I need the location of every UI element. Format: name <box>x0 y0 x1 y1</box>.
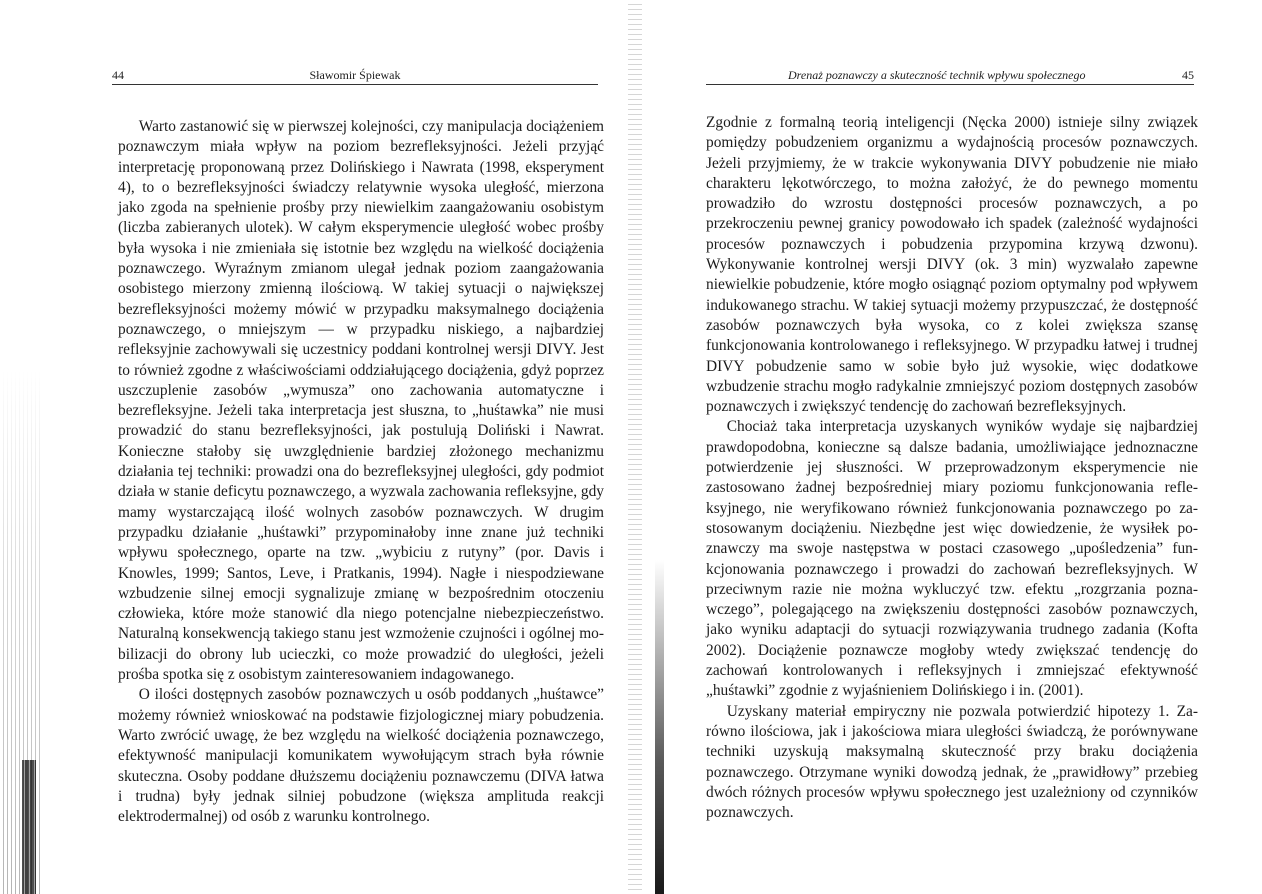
gutter-shadow <box>655 560 664 894</box>
right-paragraph-3: Uzyskany materiał empiryczny nie pozwala potwierdzić hipotezy 1. Zarówno ilościowa, jak i jakościowa miara uległości świadczą, że porównywane techniki uzyskują maksymalną skuteczność przy braku dociążenia poznawczego. Otrzymane wyniki dowodzą jednak, że „prawidłowy” przebieg dwóch różnych procesów wpływu społecznego jest uzależniony od czynników poznawczych. <box>706 702 1198 822</box>
right-paragraph-1: Zgodnie z formalną teorią inteligencji (Nęcka 2000) istnieje silny związek pomiędzy pobudzeniem organizmu a wydajnością procesów poznawczych. Jeżeli przyjmiemy, że w trakcie wykonywania DIVY pobudzenie nie miało charakteru lękotwórczego, to można założyć, że do pewnego momentu prowadziło do wzrostu dostępności procesów poznawczych, a po przekroczeniu pewnej granicy powodowało ich spadek (zależność wydajności procesów poznawczych i pobudzenia przypomina krzywą dzwonu). Wykonywanie kontrolnej wersji DIVY (ok. 3 min) wyzwalało zapewne niewielkie pobudzenie, które mogło osiągnąć poziom optymalny pod wpływem indukowanego strachu. W takiej sytuacji możemy przypuszczać, że dostępność zasobów poznawczych była wysoka, co z kolei zwiększa szansę funkcjonowania kontrolowanego i refleksyjnego. W przypadku łatwej i trudnej DIVY pobudzenie samo w sobie było już wysokie, więc dodatkowe wzbudzenie strachu mogło radykalnie zmniejszyć poziom dostępnych zasobów poznawczych i zwiększyć tendencję do zachowań bezrefleksyjnych. <box>706 114 1198 416</box>
book-gutter <box>628 0 642 894</box>
right-running-head: Drenaż poznawczy a skuteczność technik wpływu społecznego <box>788 68 1086 82</box>
left-paragraph-1: Warto zastanowić się w pierwszej kolejności, czy manipulacja dociążeniem poznawczym miała wpływ na poziom bezrefleksyjności. Jeżeli przyjąć interpretację proponowaną przez Dolińskiego i Nawrata (1998, eksperyment 4), to o bezrefleksyjności świadczy relatywnie wysoka uległość, mierzona jako zgoda na spełnienie prośby przy niewielkim zaangażowaniu osobistym (liczba zabieranych ulotek). W całym eksperymencie uległość wobec prośby była wysoka i nie zmieniała się istotnie bez względu na wielkość dociążenia poznawczego. Wyraźnym zmianom ulegał jednak poziom zaangażowania osobistego mierzony zmienną ilościową. W takiej sytuacji o największej bezrefleksyjności możemy mówić w przypadku maksymalnego dociążenia poznawczego, o mniejszym — w przypadku niskiego, a najbardziej refleksyjnie zachowywali się uczestnicy poddani kontrolnej wersji DIVY. Jest to również zgodne z właściwościami oddziałującego dociążenia, gdyż poprzez uszczuplenie zasobów „wymusza” ono zachowania automatyczne i bezrefleksyjne. Jeżeli taka interpretacja jest słuszna, to „huśtawka” nie musi prowadzić do stanu bezrefleksyjności, jak postulują Doliński i Nawrat. Konieczne stałoby się uwzględnienie bardziej złożonego mechanizmu działania tej techniki: prowadzi ona do bezrefleksyjnej uległości, gdy podmiot działa w stanie deficytu poznawczego, a wyzwala zachowania refleksyjne, gdy mamy wystarczającą ilość wolnych zasobów poznawczych. W drugim przypadku działanie „huśtawki” przypominałoby inne znane już techniki wpływu społecznego, oparte na tzw. „wybiciu z rutyny” (por. Davis i Knowles, 1999; Santos, Leve, i Pratkanis, 1994). Nagłe i niespodziewane wzbudzenie silnej emocji sygnalizuje zmianę w bezpośrednim otoczeniu człowieka, które może stanowić dla niego potencjalne niebezpieczeństwo. Naturalną konsekwencją takiego stanu jest wzmożenie czujności i ogólnej mobilizacji do obrony lub ucieczki, co może prowadzić do uległości, jeżeli prośba spotka się z osobistym zainteresowaniem indagowanego. <box>118 118 604 684</box>
left-running-head: Sławomir Śpiewak <box>309 68 401 82</box>
scan-edge-dark <box>22 760 36 894</box>
left-page-number: 44 <box>112 68 124 82</box>
right-page-number: 45 <box>1182 68 1194 82</box>
left-paragraph-2: O ilości dostępnych zasobów poznawczych u osób poddanych „huśtawce” możemy również wnioskować na podstawie fizjologicznej miary pobudzenia. Warto zwrócić uwagę, że bez względu na wielkość dociążenia poznawczego, efektywność manipulacji komunikatem wywołującym strach była równie skuteczna. Osoby poddane dłuższemu dociążeniu poznawczemu (DIVA łatwa i trudna) były jednak silniej pobudzone (większa amplituda reakcji elektrodermalnej) od osób z warunku kontrolnego. <box>118 686 604 826</box>
right-paragraph-2: Chociaż taka interpretacja uzyskanych wyników wydaje się najbardziej prawdopodobna, konieczne są dalsze badania, umożliwiające jednoznaczne potwierdzenie jej słuszności. W przeprowadzonym eksperymencie nie zastosowano żadnej bezpośredniej miary poziomu funkcjonowania refleksyjnego, nie weryfikowano również funkcjonowania poznawczego po zastosowanym dociążeniu. Niezbędne jest więc dowiedzenie, że wysiłek poznawczy ma swoje następstwa w postaci czasowego „upośledzenia” funkcjonowania poznawczego i prowadzi do zachowań bezrefleksyjnych. W przeciwnym razie nie można wykluczyć tzw. efektu „rozgrzania poznawczego”, polegającego na zwiększeniu dostępności zasobów poznawczych, jako wyniku adaptacji do sytuacji rozwiązywania trudnego zadania (Kofta 2002). Dociążenie poznawcze mogłoby wtedy zwiększać tendencję do zachowań kontrolowanych i refleksyjnych i zmniejszać efektywność „huśtawki” zgodnie z wyjaśnieniem Dolińskiego i in. (2001). <box>706 418 1198 700</box>
left-page-header <box>112 64 598 85</box>
right-page-header <box>706 64 1194 85</box>
left-page-body <box>118 117 604 827</box>
right-page-body <box>706 113 1198 823</box>
